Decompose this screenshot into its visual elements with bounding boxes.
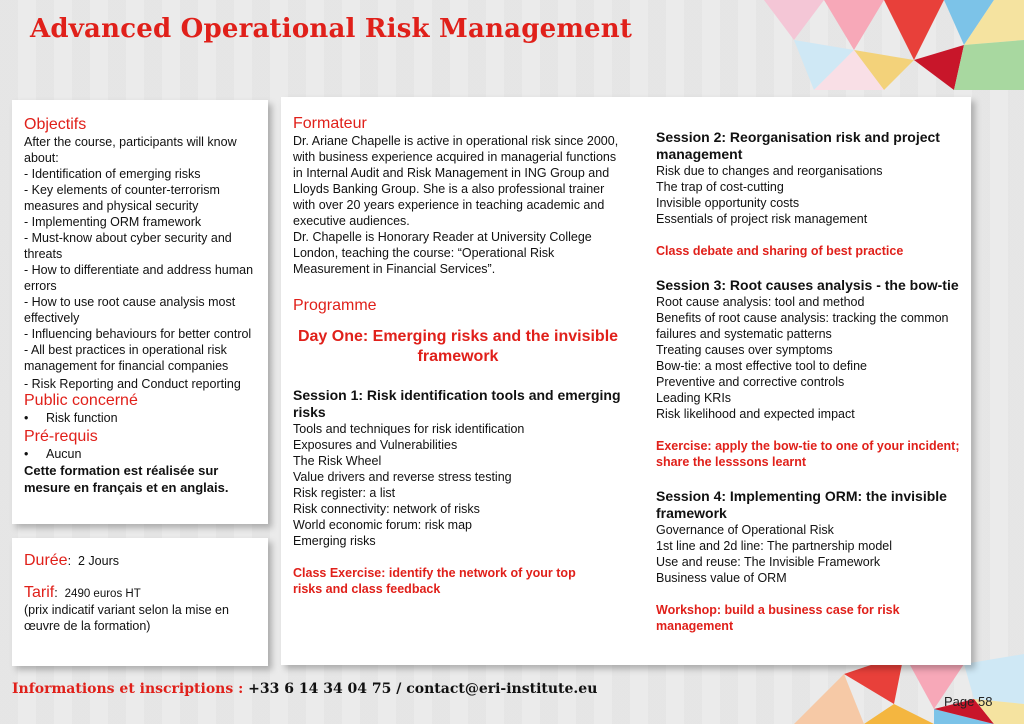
session-block <box>656 129 961 259</box>
objectifs-intro: After the course, participants will know about: <box>24 135 237 165</box>
language-note: Cette formation est réalisée sur mesure en français et en anglais. <box>24 463 229 495</box>
list-item: Risk likelihood and expected impact <box>656 407 855 421</box>
session-activity: Class Exercise: identify the network of your top risks and class feedback <box>293 566 576 596</box>
footer-label: Informations et inscriptions : <box>12 681 249 697</box>
footer-contact-value[interactable]: +33 6 14 34 04 75 / contact@eri-institute.eu <box>248 681 598 697</box>
footer-contact <box>12 681 597 697</box>
list-item: - Implementing ORM framework <box>24 215 202 229</box>
list-item: Root cause analysis: tool and method <box>656 295 865 309</box>
duree-value: 2 Jours <box>78 554 119 568</box>
session-activity: Exercise: apply the bow-tie to one of your incident; share the lesssons learnt <box>656 439 960 469</box>
list-item: Leading KRIs <box>656 391 732 405</box>
left-column <box>293 115 623 597</box>
session-title: Session 1: Risk identification tools and emerging risks <box>293 387 621 420</box>
list-item: - Identification of emerging risks <box>24 167 201 181</box>
session-title: Session 2: Reorganisation risk and project management <box>656 129 940 162</box>
session-block <box>656 488 961 634</box>
day-title: Day One: Emerging risks and the invisible framework <box>297 328 619 365</box>
formateur-para1: Dr. Ariane Chapelle is active in operational risk since 2000, with business experience acquired in managerial functions in Internal Audit and Risk Management in ING Group and Lloyds Banking Group. She is a also professional trainer with over 20 years experience in teaching academic and executive audiences. <box>293 134 619 228</box>
session-activity: Class debate and sharing of best practice <box>656 244 904 258</box>
list-item: Business value of ORM <box>656 571 787 585</box>
session-block <box>656 277 961 470</box>
programme-heading: Programme <box>293 297 377 314</box>
list-item <box>24 410 264 426</box>
session-title: Session 3: Root causes analysis - the bow-tie <box>656 277 959 293</box>
list-item: Tools and techniques for risk identification <box>293 422 525 436</box>
duration-price-panel <box>12 538 268 666</box>
list-item: Value drivers and reverse stress testing <box>293 470 512 484</box>
formateur-heading: Formateur <box>293 115 367 132</box>
session-activity: Workshop: build a business case for risk management <box>656 603 900 633</box>
list-item: - Must-know about cyber security and threats <box>24 231 232 261</box>
list-item: Risk connectivity: network of risks <box>293 502 480 516</box>
public-item: Risk function <box>46 411 118 425</box>
list-item: Use and reuse: The Invisible Framework <box>656 555 881 569</box>
list-item: Exposures and Vulnerabilities <box>293 438 458 452</box>
list-item: Governance of Operational Risk <box>656 523 834 537</box>
list-item: - Risk Reporting and Conduct reporting <box>24 377 241 391</box>
list-item <box>24 446 264 462</box>
prerequis-heading: Pré-requis <box>24 428 98 445</box>
page-title: Advanced Operational Risk Management <box>30 14 633 44</box>
main-panel <box>281 97 971 665</box>
page-number: Page 58 <box>944 694 993 709</box>
list-item: World economic forum: risk map <box>293 518 472 532</box>
session-title: Session 4: Implementing ORM: the invisible framework <box>656 488 947 521</box>
list-item: Treating causes over symptoms <box>656 343 833 357</box>
bullet-icon: • <box>24 411 29 425</box>
tarif-label: Tarif <box>24 584 55 601</box>
duree-label: Durée <box>24 552 68 569</box>
list-item: 1st line and 2d line: The partnership model <box>656 539 893 553</box>
decorative-polygons-top <box>734 0 1024 90</box>
list-item: The Risk Wheel <box>293 454 382 468</box>
tarif-row <box>24 584 260 602</box>
list-item: Benefits of root cause analysis: tracking the common failures and systematic patterns <box>656 311 949 341</box>
list-item: - Key elements of counter-terrorism measures and physical security <box>24 183 220 213</box>
tarif-note: (prix indicatif variant selon la mise en œuvre de la formation) <box>24 603 229 633</box>
list-item: - How to use root cause analysis most effectively <box>24 295 236 325</box>
colon: : <box>54 586 65 600</box>
objectifs-list <box>24 166 264 392</box>
list-item: Risk due to changes and reorganisations <box>656 164 883 178</box>
prerequis-item: Aucun <box>46 447 82 461</box>
list-item: Bow-tie: a most effective tool to define <box>656 359 867 373</box>
public-heading: Public concerné <box>24 392 138 409</box>
list-item: Essentials of project risk management <box>656 212 868 226</box>
list-item: Preventive and corrective controls <box>656 375 845 389</box>
bullet-icon: • <box>24 447 29 461</box>
list-item: - Influencing behaviours for better control <box>24 327 252 341</box>
list-item: Emerging risks <box>293 534 376 548</box>
list-item: Invisible opportunity costs <box>656 196 800 210</box>
tarif-value: 2490 euros HT <box>64 588 141 600</box>
list-item: - How to differentiate and address human errors <box>24 263 254 293</box>
duration-row <box>24 552 260 570</box>
list-item: The trap of cost-cutting <box>656 180 784 194</box>
objectifs-heading: Objectifs <box>24 116 87 133</box>
formateur-para2: Dr. Chapelle is Honorary Reader at University College London, teaching the course: “Operational Risk Measurement in Financial Services”. <box>293 230 592 276</box>
colon: : <box>67 554 78 568</box>
list-item: Risk register: a list <box>293 486 396 500</box>
right-column <box>656 129 961 634</box>
objectives-panel <box>12 100 268 524</box>
session-block <box>293 387 623 597</box>
list-item: - All best practices in operational risk management for financial companies <box>24 343 229 373</box>
